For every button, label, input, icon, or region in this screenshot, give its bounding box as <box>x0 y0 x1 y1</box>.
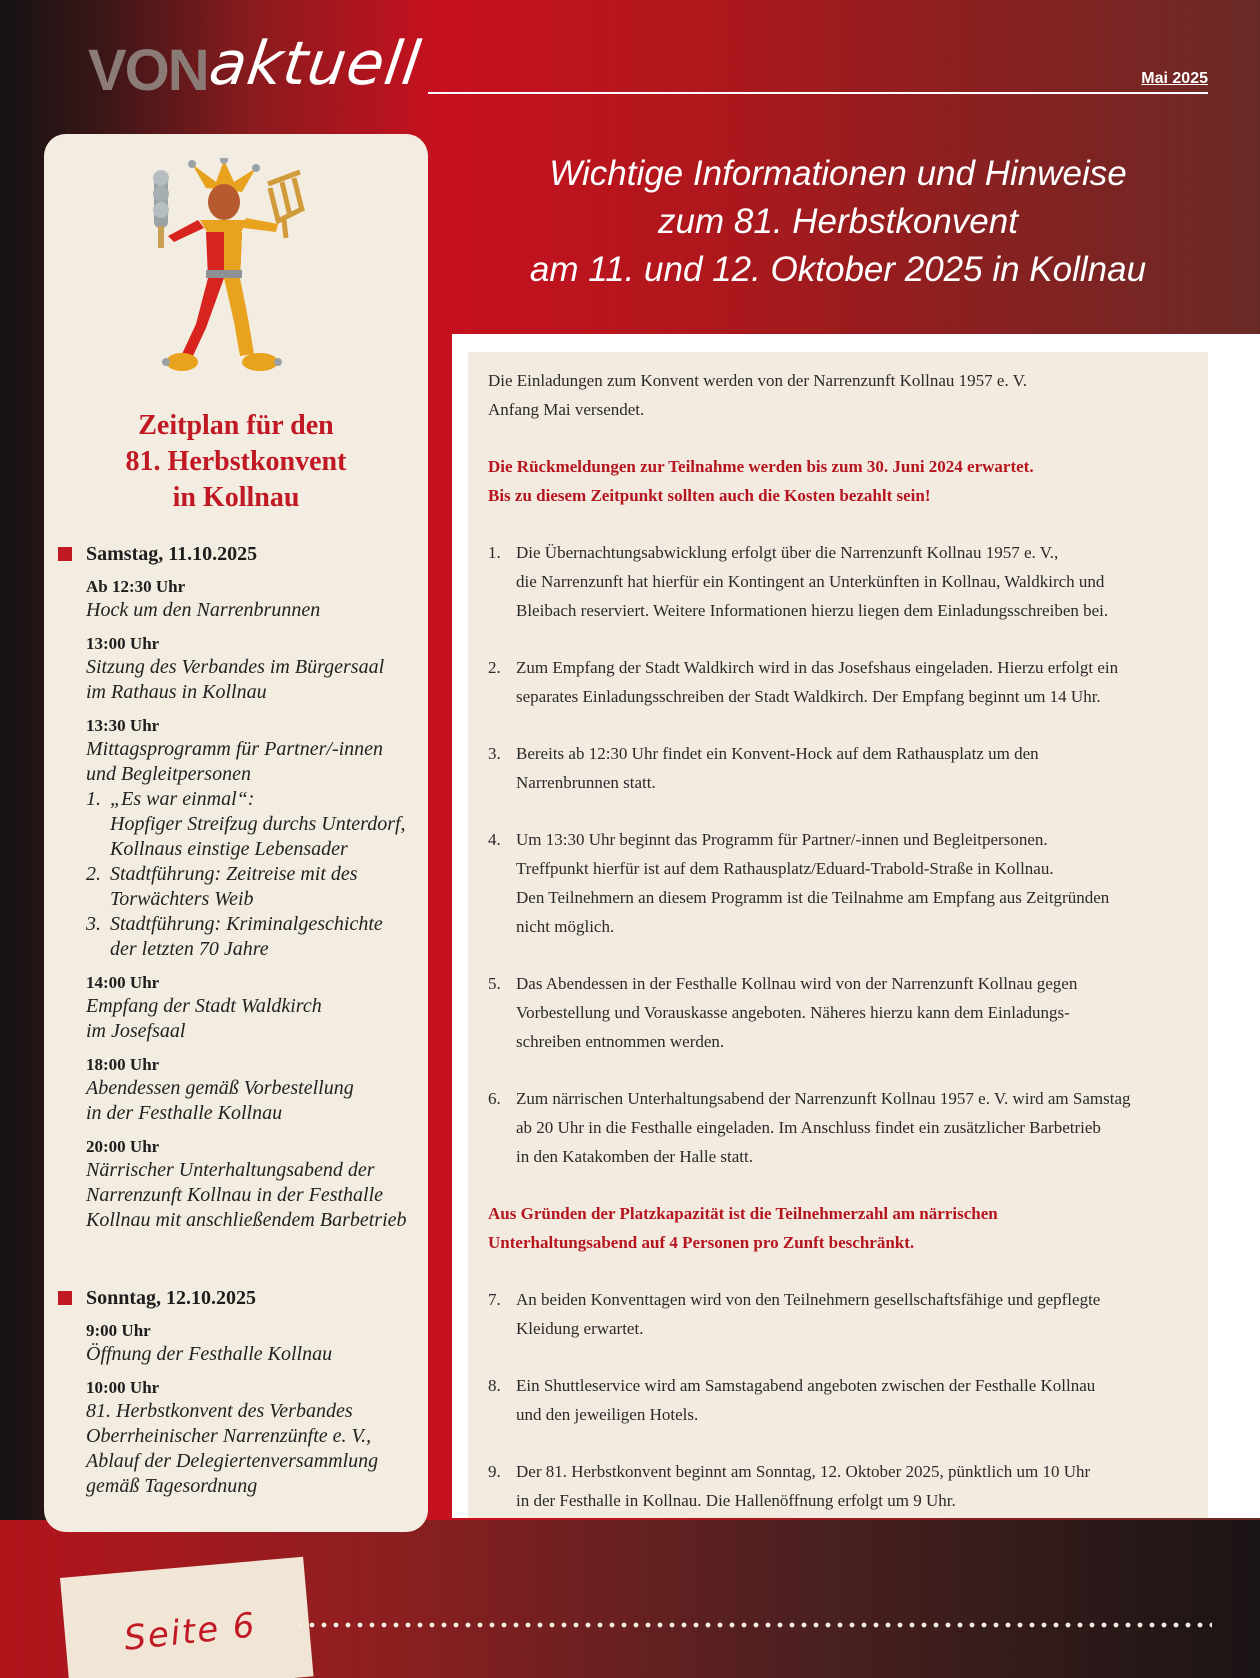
list-item: 6. Zum närrischen Unterhaltungsabend der Narrenzunft Kollnau 1957 e. V. wird am Samstag ab 20 Uhr in die Festhalle eingeladen. Im Anschluss findet ein zusätzlicher Barbetrieb in den Katakomben der Halle statt. <box>488 1089 1131 1166</box>
page-title-line: zum 81. Herbstkonvent <box>658 202 1018 241</box>
entry-time: 14:00 Uhr <box>86 973 160 992</box>
highlight-deadline: Die Rückmeldungen zur Teilnahme werden bis zum 30. Juni 2024 erwartet. Bis zu diesem Zeitpunkt sollten auch die Kosten bezahlt sein! <box>488 457 1034 505</box>
highlight-capacity: Aus Gründen der Platzkapazität ist die Teilnehmerzahl am närrischen Unterhaltungsabend auf 4 Personen pro Zunft beschränkt. <box>488 1204 998 1252</box>
day-sunday <box>58 1286 428 1499</box>
jester-figure-icon <box>136 158 306 388</box>
schedule-title <box>44 408 428 516</box>
entry-description: 81. Herbstkonvent des Verbandes Oberrheinischer Narrenzünfte e. V., Ablauf der Delegiertenversammlung gemäß Tagesordnung <box>86 1400 379 1497</box>
schedule-entry <box>86 1320 428 1367</box>
schedule-entry <box>86 715 428 962</box>
list-item: 2. Zum Empfang der Stadt Waldkirch wird in das Josefshaus eingeladen. Hierzu erfolgt ein separates Einladungsschreiben der Stadt Waldkirch. Der Empfang beginnt um 14 Uhr. <box>488 658 1119 706</box>
info-list <box>488 1285 1186 1515</box>
day-label: Sonntag, 12.10.2025 <box>86 1286 257 1309</box>
entry-time: 10:00 Uhr <box>86 1378 160 1397</box>
dotted-divider <box>294 1622 1212 1628</box>
masthead-aktuell: aktuell <box>205 29 426 99</box>
schedule-panel <box>44 134 428 1532</box>
entry-description: Öffnung der Festhalle Kollnau <box>86 1343 333 1365</box>
schedule-entry <box>86 576 428 623</box>
page-title-line: am 11. und 12. Oktober 2025 in Kollnau <box>529 250 1147 289</box>
entry-description: Empfang der Stadt Waldkirch im Josefsaal <box>86 995 322 1042</box>
program-sublist <box>86 787 428 962</box>
entry-time: Ab 12:30 Uhr <box>86 577 186 596</box>
list-item: 3. Bereits ab 12:30 Uhr findet ein Konvent-Hock auf dem Rathausplatz um den Narrenbrunnen statt. <box>488 744 1039 792</box>
header-rule <box>428 92 1208 94</box>
list-item: 4. Um 13:30 Uhr beginnt das Programm für Partner/-innen und Begleitpersonen. Treffpunkt hierfür ist auf dem Rathausplatz/Eduard-Trabold-Straße in Kollnau. Den Teilnehmern an diesem Programm ist die Teilnahme am Empfang aus Zeitgründen nicht möglich. <box>488 830 1110 936</box>
entry-description: Hock um den Narrenbrunnen <box>86 599 321 621</box>
bullet-square-icon <box>58 1291 72 1305</box>
sublist-item: 3. Stadtführung: Kriminalgeschichte der letzten 70 Jahre <box>86 913 383 960</box>
masthead-von: VON <box>88 38 208 103</box>
schedule-entry <box>86 1054 428 1126</box>
entry-time: 18:00 Uhr <box>86 1055 160 1074</box>
page-title-line: Wichtige Informationen und Hinweise <box>549 154 1127 193</box>
schedule-title-line: 81. Herbstkonvent <box>125 446 347 477</box>
entry-time: 13:30 Uhr <box>86 716 160 735</box>
schedule-title-line: Zeitplan für den <box>138 410 334 441</box>
entry-description: Närrischer Unterhaltungsabend der Narrenzunft Kollnau in der Festhalle Kollnau mit anschließendem Barbetrieb <box>86 1159 407 1231</box>
intro-paragraph: Die Einladungen zum Konvent werden von der Narrenzunft Kollnau 1957 e. V. Anfang Mai versendet. <box>488 371 1027 419</box>
schedule-title-line: in Kollnau <box>172 482 300 513</box>
entry-description: Sitzung des Verbandes im Bürgersaal im Rathaus in Kollnau <box>86 656 385 703</box>
schedule-entry <box>86 1377 428 1499</box>
entry-description: Abendessen gemäß Vorbestellung in der Festhalle Kollnau <box>86 1077 354 1124</box>
page-title <box>448 150 1228 294</box>
page-number: Seite 6 <box>122 1605 259 1659</box>
issue-date: Mai 2025 <box>1141 70 1208 87</box>
sublist-item: 2. Stadtführung: Zeitreise mit des Torwächters Weib <box>86 863 358 910</box>
list-item: 8. Ein Shuttleservice wird am Samstagabend angeboten zwischen der Festhalle Kollnau und den jeweiligen Hotels. <box>488 1376 1096 1424</box>
entry-time: 9:00 Uhr <box>86 1321 151 1340</box>
list-item: 7. An beiden Konventtagen wird von den Teilnehmern gesellschaftsfähige und gepflegte Kleidung erwartet. <box>488 1290 1101 1338</box>
list-item: 9. Der 81. Herbstkonvent beginnt am Sonntag, 12. Oktober 2025, pünktlich um 10 Uhr in der Festhalle in Kollnau. Die Hallenöffnung erfolgt um 9 Uhr. <box>488 1462 1091 1510</box>
sublist-item: 1. „Es war einmal“: Hopfiger Streifzug durchs Unterdorf, Kollnaus einstige Lebensader <box>86 788 406 860</box>
entry-time: 20:00 Uhr <box>86 1137 160 1156</box>
list-item: 5. Das Abendessen in der Festhalle Kollnau wird von der Narrenzunft Kollnau gegen Vorbestellung und Vorauskasse angeboten. Näheres hierzu kann dem Einladungs- schreiben entnommen werden. <box>488 974 1078 1051</box>
info-content <box>468 352 1208 1518</box>
day-heading <box>58 1286 428 1310</box>
list-item: 1. Die Übernachtungsabwicklung erfolgt über die Narrenzunft Kollnau 1957 e. V., die Narrenzunft hat hierfür ein Kontingent an Unterkünften in Kollnau, Waldkirch und Bleibach reserviert. Weitere Informationen hierzu liegen dem Einladungsschreiben bei. <box>488 543 1109 620</box>
entry-time: 13:00 Uhr <box>86 634 160 653</box>
entry-description: Mittagsprogramm für Partner/-innen und Begleitpersonen <box>86 738 384 785</box>
day-label: Samstag, 11.10.2025 <box>86 542 258 565</box>
schedule-entry <box>86 972 428 1044</box>
schedule-entry <box>86 1136 428 1233</box>
schedule-entry <box>86 633 428 705</box>
bullet-square-icon <box>58 547 72 561</box>
info-list <box>488 538 1186 1171</box>
day-heading <box>58 542 428 566</box>
day-saturday <box>58 542 428 1233</box>
